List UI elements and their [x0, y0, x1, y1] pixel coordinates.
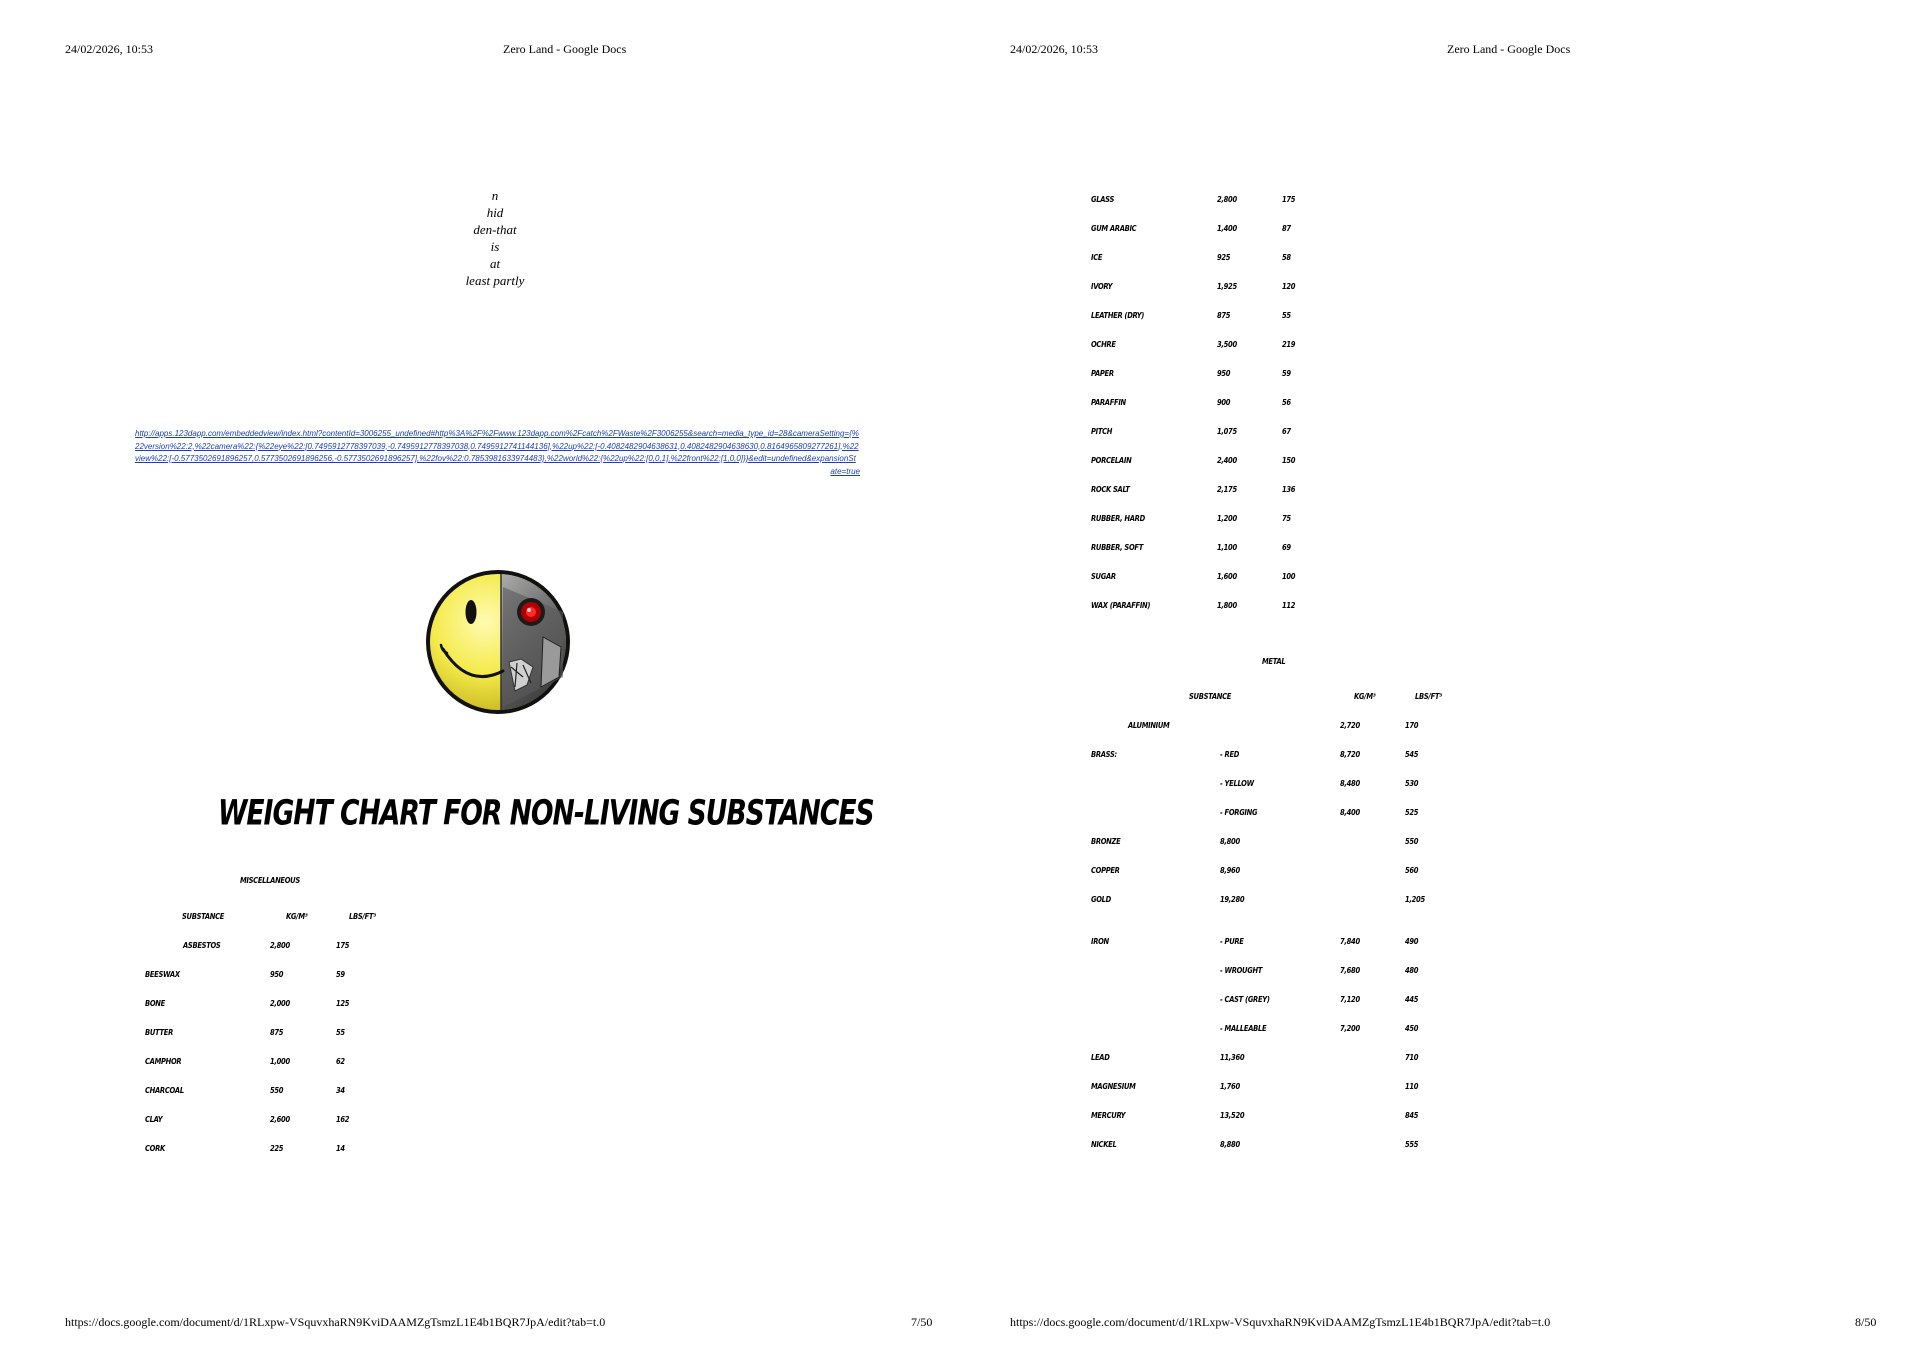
table-cell-lbs: 545 — [1405, 750, 1419, 759]
column-header: SUBSTANCE — [182, 912, 225, 921]
page-right — [945, 0, 1890, 1358]
poem-text — [440, 187, 550, 289]
table-cell-lbs: 120 — [1282, 282, 1296, 291]
table-cell-kg: 1,200 — [1217, 514, 1237, 523]
table-cell-detail: - RED — [1220, 750, 1240, 759]
table-cell-kg: 1,925 — [1217, 282, 1237, 291]
table-cell-substance: GOLD — [1091, 895, 1111, 904]
table-cell-detail: - MALLEABLE — [1220, 1024, 1267, 1033]
table-cell-substance: ASBESTOS — [183, 941, 221, 950]
table-cell-kg: 1,000 — [270, 1057, 290, 1066]
table-cell-lbs: 445 — [1405, 995, 1419, 1004]
table-cell-substance: BUTTER — [145, 1028, 174, 1037]
table-cell-lbs: 845 — [1405, 1111, 1419, 1120]
table-cell-substance: MERCURY — [1091, 1111, 1126, 1120]
table-cell-kg: 1,400 — [1217, 224, 1237, 233]
table-cell-lbs: 34 — [336, 1086, 345, 1095]
table-cell-lbs: 530 — [1405, 779, 1419, 788]
table-cell-substance: WAX (PARAFFIN) — [1091, 601, 1151, 610]
table-cell-lbs: 480 — [1405, 966, 1419, 975]
half-smiley-half-robot-face-icon — [423, 567, 573, 717]
table-cell-substance: PAPER — [1091, 369, 1114, 378]
table-cell-substance: GLASS — [1091, 195, 1115, 204]
table-cell-detail: - PURE — [1220, 937, 1244, 946]
table-cell-detail: 8,800 — [1220, 837, 1240, 846]
column-header: LBS/FT³ — [349, 912, 376, 921]
section-title: METAL — [1262, 657, 1286, 666]
table-cell-kg: 550 — [270, 1086, 284, 1095]
table-cell-detail: 13,520 — [1220, 1111, 1245, 1120]
header-datetime: 24/02/2026, 10:53 — [65, 42, 154, 56]
header-title: Zero Land - Google Docs — [1447, 42, 1571, 56]
table-cell-kg: 7,200 — [1340, 1024, 1360, 1033]
table-cell-detail: - YELLOW — [1220, 779, 1254, 788]
table-cell-substance: ALUMINIUM — [1128, 721, 1170, 730]
table-cell-kg: 7,120 — [1340, 995, 1360, 1004]
table-cell-lbs: 59 — [1282, 369, 1291, 378]
table-cell-lbs: 450 — [1405, 1024, 1419, 1033]
table-cell-substance: CAMPHOR — [145, 1057, 182, 1066]
table-cell-detail: 8,880 — [1220, 1140, 1240, 1149]
section-title: MISCELLANEOUS — [240, 876, 300, 885]
table-cell-substance: ICE — [1091, 253, 1103, 262]
table-cell-lbs: 67 — [1282, 427, 1291, 436]
table-cell-lbs: 175 — [336, 941, 350, 950]
header-datetime: 24/02/2026, 10:53 — [1010, 42, 1099, 56]
table-cell-lbs: 112 — [1282, 601, 1296, 610]
table-cell-lbs: 550 — [1405, 837, 1419, 846]
table-cell-kg: 1,600 — [1217, 572, 1237, 581]
table-cell-lbs: 14 — [336, 1144, 345, 1153]
table-cell-lbs: 100 — [1282, 572, 1296, 581]
page-number: 8/50 — [1855, 1315, 1877, 1329]
table-cell-kg: 8,400 — [1340, 808, 1360, 817]
table-cell-kg: 875 — [1217, 311, 1231, 320]
table-cell-lbs: 125 — [336, 999, 350, 1008]
table-cell-lbs: 110 — [1405, 1082, 1419, 1091]
table-cell-lbs: 175 — [1282, 195, 1296, 204]
table-cell-kg: 2,720 — [1340, 721, 1360, 730]
table-cell-lbs: 136 — [1282, 485, 1296, 494]
table-cell-kg: 7,840 — [1340, 937, 1360, 946]
table-cell-kg: 3,500 — [1217, 340, 1237, 349]
table-cell-kg: 2,175 — [1217, 485, 1237, 494]
table-cell-kg: 950 — [270, 970, 284, 979]
table-cell-kg: 8,720 — [1340, 750, 1360, 759]
table-cell-kg: 875 — [270, 1028, 284, 1037]
poem-line: hid — [486, 205, 504, 220]
column-header: KG/M³ — [1354, 692, 1376, 701]
table-cell-substance: RUBBER, HARD — [1091, 514, 1145, 523]
table-cell-substance: GUM ARABIC — [1091, 224, 1137, 233]
table-cell-substance: ROCK SALT — [1091, 485, 1130, 494]
table-cell-lbs: 525 — [1405, 808, 1419, 817]
table-cell-kg: 1,100 — [1217, 543, 1237, 552]
page-number: 7/50 — [911, 1315, 933, 1329]
table-cell-lbs: 710 — [1405, 1053, 1419, 1062]
table-cell-kg: 225 — [270, 1144, 284, 1153]
table-cell-substance: LEATHER (DRY) — [1091, 311, 1145, 320]
table-cell-kg: 2,400 — [1217, 456, 1237, 465]
table-cell-substance: BEESWAX — [145, 970, 180, 979]
table-cell-lbs: 219 — [1282, 340, 1296, 349]
column-header: LBS/FT³ — [1415, 692, 1442, 701]
table-cell-kg: 1,075 — [1217, 427, 1237, 436]
table-cell-substance: BRASS: — [1091, 750, 1117, 759]
table-cell-substance: OCHRE — [1091, 340, 1116, 349]
table-cell-lbs: 55 — [1282, 311, 1291, 320]
embedded-view-link[interactable]: http://apps.123dapp.com/embeddedview/index.html?contentId=3006255_undefined#http%3A%2F%2Fwww.123dapp.com%2Fcatch%2FWaste%2F3006255&search=media_type_id=28&camerаSetting={%22version%22:2,%22camera%22:{%22eye%22:[0.7495912778397039,-0.7495912778397038,0.7495912741144136],%22up%22:[-0.4082482904638631,0.4082482904638630,0.8164965809277261],%22view%22:[-0.5773502691896257,0.5773502691896256,-0.5773502691896257],%22fov%22:0.7853981633974483},%22world%22:{%22up%22:[0,0,1],%22front%22:[1,0,0]}}&edit=undefined&expansionState=true — [135, 429, 860, 476]
table-cell-substance: MAGNESIUM — [1091, 1082, 1136, 1091]
table-cell-substance: BRONZE — [1091, 837, 1121, 846]
table-cell-lbs: 150 — [1282, 456, 1296, 465]
table-cell-detail: - CAST (GREY) — [1220, 995, 1270, 1004]
table-cell-kg: 1,800 — [1217, 601, 1237, 610]
column-header: SUBSTANCE — [1189, 692, 1232, 701]
table-cell-substance: CORK — [145, 1144, 165, 1153]
poem-line: at — [489, 256, 501, 271]
table-cell-kg: 2,800 — [1217, 195, 1237, 204]
table-cell-lbs: 490 — [1405, 937, 1419, 946]
poem-line: den-that — [473, 222, 517, 237]
table-cell-lbs: 55 — [336, 1028, 345, 1037]
poem-line: is — [490, 239, 500, 254]
table-cell-substance: PORCELAIN — [1091, 456, 1132, 465]
poem-line: least partly — [465, 273, 525, 288]
table-cell-substance: LEAD — [1091, 1053, 1110, 1062]
table-cell-substance: PARAFFIN — [1091, 398, 1126, 407]
table-cell-substance: RUBBER, SOFT — [1091, 543, 1144, 552]
table-cell-lbs: 69 — [1282, 543, 1291, 552]
table-cell-lbs: 1,205 — [1405, 895, 1425, 904]
table-cell-kg: 2,600 — [270, 1115, 290, 1124]
table-cell-substance: BONE — [145, 999, 165, 1008]
table-cell-kg: 925 — [1217, 253, 1231, 262]
table-cell-detail: - WROUGHT — [1220, 966, 1263, 975]
table-cell-lbs: 62 — [336, 1057, 345, 1066]
footer-url[interactable]: https://docs.google.com/document/d/1RLxpw-VSquvxhaRN9KviDAAMZgTsmzL1E4b1BQR7JpA/edit?tab=t.0 — [65, 1315, 606, 1329]
header-title: Zero Land - Google Docs — [503, 42, 627, 56]
table-cell-substance: CLAY — [145, 1115, 163, 1124]
table-cell-lbs: 560 — [1405, 866, 1419, 875]
table-cell-kg: 2,000 — [270, 999, 290, 1008]
table-cell-lbs: 555 — [1405, 1140, 1419, 1149]
table-cell-lbs: 75 — [1282, 514, 1291, 523]
table-cell-substance: COPPER — [1091, 866, 1120, 875]
table-cell-kg: 950 — [1217, 369, 1231, 378]
column-header: KG/M³ — [286, 912, 308, 921]
table-cell-detail: 1,760 — [1220, 1082, 1240, 1091]
poem-line: n — [491, 188, 499, 203]
page-left — [0, 0, 945, 1358]
table-cell-lbs: 170 — [1405, 721, 1419, 730]
table-cell-lbs: 58 — [1282, 253, 1291, 262]
table-cell-lbs: 56 — [1282, 398, 1291, 407]
table-cell-substance: IVORY — [1091, 282, 1113, 291]
table-cell-detail: 19,280 — [1220, 895, 1245, 904]
table-cell-detail: 11,360 — [1220, 1053, 1245, 1062]
footer-url[interactable]: https://docs.google.com/document/d/1RLxpw-VSquvxhaRN9KviDAAMZgTsmzL1E4b1BQR7JpA/edit?tab=t.0 — [1010, 1315, 1551, 1329]
table-cell-substance: NICKEL — [1091, 1140, 1117, 1149]
table-cell-substance: CHARCOAL — [145, 1086, 184, 1095]
table-cell-kg: 8,480 — [1340, 779, 1360, 788]
table-cell-substance: PITCH — [1091, 427, 1113, 436]
table-cell-lbs: 59 — [336, 970, 345, 979]
table-cell-substance: SUGAR — [1091, 572, 1116, 581]
table-cell-detail: 8,960 — [1220, 866, 1240, 875]
main-title: WEIGHT CHART FOR NON-LIVING SUBSTANCES — [218, 793, 874, 834]
table-cell-kg: 900 — [1217, 398, 1231, 407]
table-cell-lbs: 162 — [336, 1115, 350, 1124]
table-cell-substance: IRON — [1091, 937, 1109, 946]
table-cell-kg: 2,800 — [270, 941, 290, 950]
table-cell-lbs: 87 — [1282, 224, 1291, 233]
table-cell-kg: 7,680 — [1340, 966, 1360, 975]
table-cell-detail: - FORGING — [1220, 808, 1258, 817]
